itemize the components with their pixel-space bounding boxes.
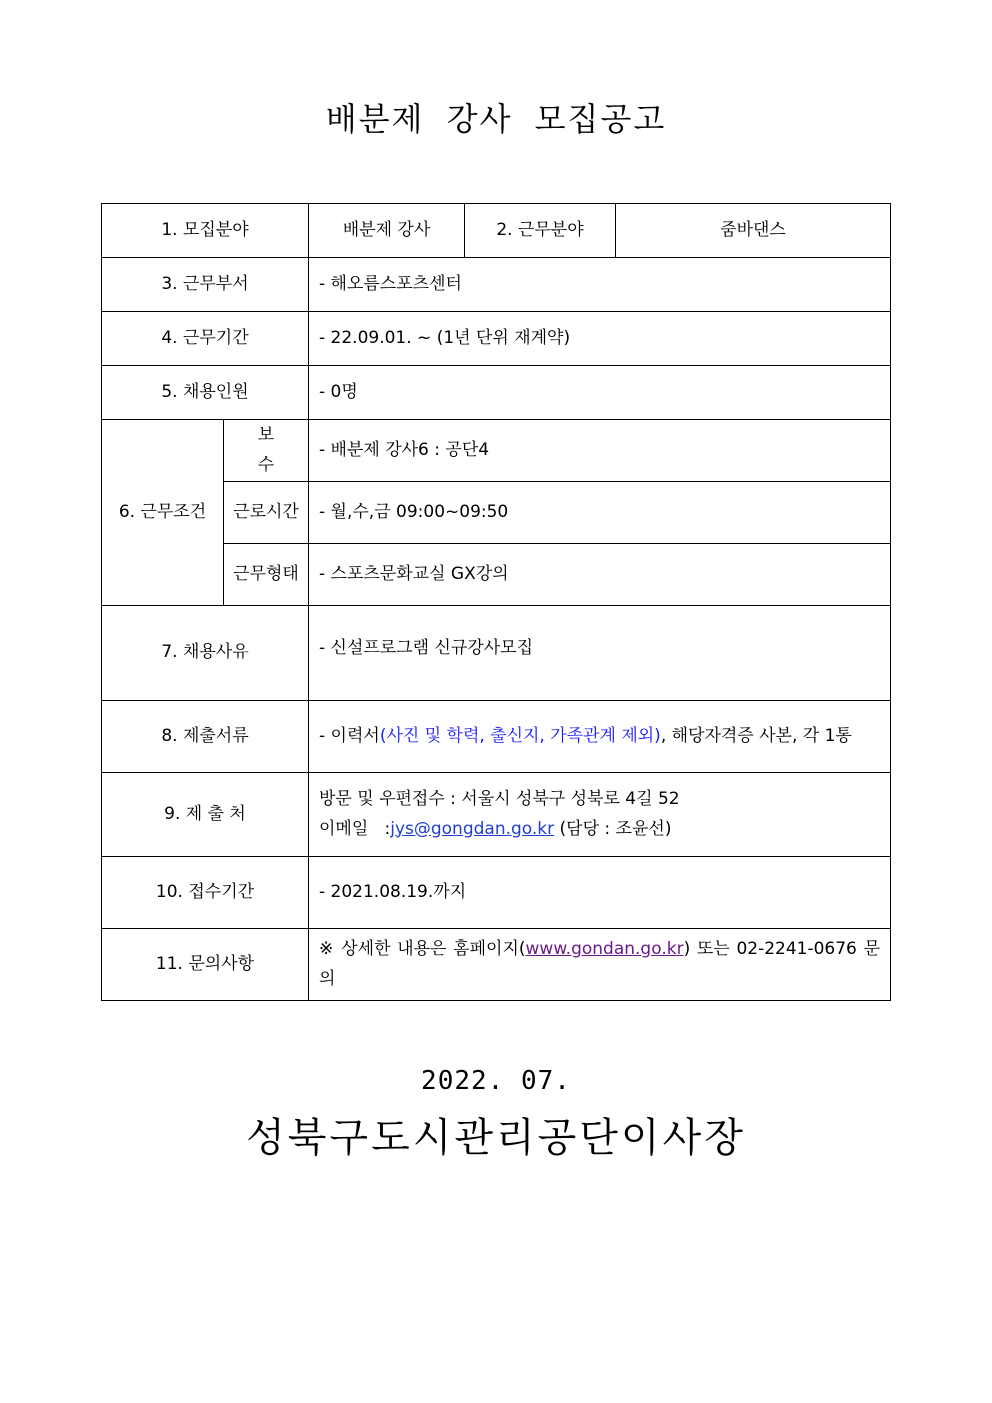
inquiry-prefix: ※ 상세한 내용은 홈페이지(	[319, 938, 526, 959]
inquiry-cell	[309, 929, 891, 1001]
field-label: 8. 제출서류	[102, 701, 309, 773]
page-title: 배분제 강사 모집공고	[325, 100, 667, 138]
field-label: 9. 제 출 처	[102, 773, 309, 857]
field-label: 3. 근무부서	[102, 258, 309, 312]
sub-label: 근로시간	[224, 482, 309, 544]
field-label: 10. 접수기간	[102, 857, 309, 929]
table-row	[102, 701, 891, 773]
sub-label: 근무형태	[224, 544, 309, 606]
table-row	[102, 929, 891, 1001]
field-value: - 스포츠문화교실 GX강의	[309, 544, 891, 606]
documents-cell	[309, 701, 891, 773]
field-value: 줌바댄스	[616, 204, 891, 258]
field-label: 1. 모집분야	[102, 204, 309, 258]
table-row	[102, 606, 891, 701]
documents-exclusion-note: (사진 및 학력, 출신지, 가족관계 제외)	[379, 725, 661, 746]
field-value: - 22.09.01. ~ (1년 단위 재계약)	[309, 312, 891, 366]
issuer-name: 성북구도시관리공단이사장	[246, 1115, 746, 1161]
field-value: 배분제 강사	[309, 204, 465, 258]
field-label: 5. 채용인원	[102, 366, 309, 420]
submission-cell	[309, 773, 891, 857]
table-row	[102, 773, 891, 857]
submission-address: 방문 및 우편접수 : 서울시 성북구 성북로 4길 52	[319, 788, 680, 809]
table-row	[102, 312, 891, 366]
field-value: - 배분제 강사6 : 공단4	[309, 420, 891, 482]
email-label: 이메일 :	[319, 818, 391, 839]
documents-prefix: - 이력서	[319, 725, 380, 746]
inquiry-suffix: ) 또는 02-2241-0676 문의	[319, 938, 880, 989]
table-row	[102, 420, 891, 482]
field-value: - 2021.08.19.까지	[309, 857, 891, 929]
field-label: 7. 채용사유	[102, 606, 309, 701]
email-link[interactable]: jys@gongdan.go.kr	[390, 818, 555, 839]
field-value: - 해오름스포츠센터	[309, 258, 891, 312]
table-row	[102, 366, 891, 420]
documents-suffix: , 해당자격증 사본, 각 1통	[660, 725, 852, 746]
table-row	[102, 258, 891, 312]
submission-email-line	[319, 815, 880, 845]
homepage-link[interactable]: www.gondan.go.kr	[525, 938, 684, 959]
field-value: - 0명	[309, 366, 891, 420]
notice-date: 2022. 07.	[421, 1066, 571, 1096]
recruitment-table	[101, 203, 891, 1001]
sub-label: 보 수	[224, 420, 309, 482]
field-label: 6. 근무조건	[102, 420, 224, 606]
contact-person: (담당 : 조윤선)	[559, 818, 672, 839]
field-value: - 월,수,금 09:00~09:50	[309, 482, 891, 544]
table-row	[102, 857, 891, 929]
field-label: 4. 근무기간	[102, 312, 309, 366]
field-label: 11. 문의사항	[102, 929, 309, 1001]
field-value: - 신설프로그램 신규강사모집	[309, 606, 891, 701]
field-label: 2. 근무분야	[465, 204, 616, 258]
table-row	[102, 204, 891, 258]
